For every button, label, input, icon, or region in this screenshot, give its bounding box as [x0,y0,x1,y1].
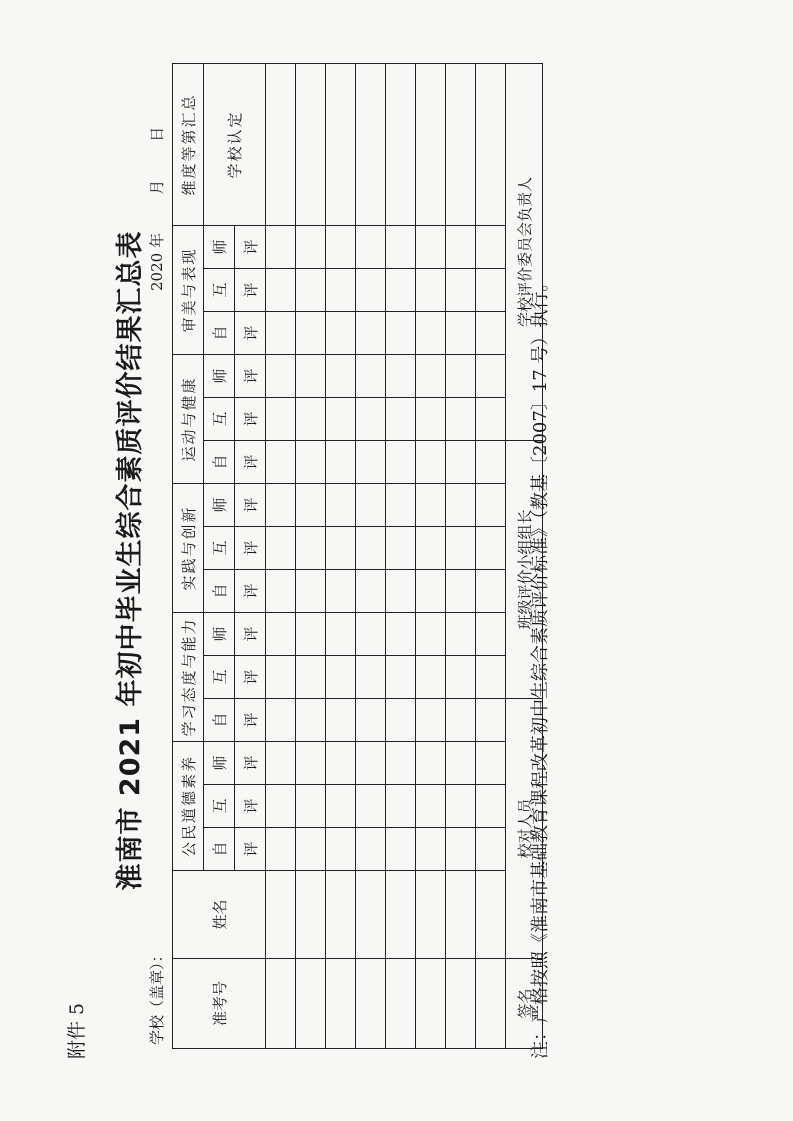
table-cell[interactable] [476,871,506,959]
table-cell[interactable] [416,483,446,526]
table-cell[interactable] [326,741,356,784]
table-row [446,63,476,1048]
table-cell[interactable] [356,698,386,741]
table-row [356,63,386,1048]
table-cell[interactable] [416,526,446,569]
header-sub-evaluator: 互 [204,268,235,311]
school-label: 学校（盖章）： [148,947,166,1045]
table-cell[interactable] [326,871,356,959]
header-sub-evaluator: 师 [204,612,235,655]
class-leader-label: 班级评价小组组长 [506,440,543,698]
table-cell[interactable] [476,397,506,440]
table-cell[interactable] [326,225,356,268]
header-sub-evaluation: 评 [235,785,266,828]
table-cell[interactable] [476,828,506,871]
table-cell[interactable] [296,741,326,784]
table-cell[interactable] [476,354,506,397]
table-cell[interactable] [326,959,356,1049]
table-cell[interactable] [386,698,416,741]
table-cell[interactable] [296,268,326,311]
table-cell[interactable] [266,741,296,784]
table-cell[interactable] [446,354,476,397]
table-cell[interactable] [296,225,326,268]
table-row [266,63,296,1048]
table-cell[interactable] [266,785,296,828]
table-cell[interactable] [326,698,356,741]
table-cell[interactable] [326,483,356,526]
header-sub-evaluator: 自 [204,698,235,741]
table-cell[interactable] [416,741,446,784]
table-cell[interactable] [476,225,506,268]
table-cell[interactable] [296,354,326,397]
table-cell[interactable] [326,397,356,440]
summary-table [172,63,543,1049]
table-cell[interactable] [416,63,446,225]
table-cell[interactable] [386,655,416,698]
table-cell[interactable] [326,526,356,569]
table-cell[interactable] [416,397,446,440]
table-cell[interactable] [356,828,386,871]
table-cell[interactable] [326,655,356,698]
header-sub-evaluator: 自 [204,828,235,871]
table-cell[interactable] [266,959,296,1049]
header-sub-evaluation: 评 [235,698,266,741]
table-cell[interactable] [356,526,386,569]
annex-label: 附件 5 [66,1002,88,1059]
table-cell[interactable] [416,268,446,311]
table-cell[interactable] [416,785,446,828]
header-sub-evaluation: 评 [235,225,266,268]
table-cell[interactable] [386,526,416,569]
table-cell[interactable] [476,785,506,828]
table-cell[interactable] [476,440,506,483]
table-cell[interactable] [416,440,446,483]
table-cell[interactable] [356,268,386,311]
table-cell[interactable] [476,569,506,612]
table-cell[interactable] [386,397,416,440]
table-cell[interactable] [446,268,476,311]
table-cell[interactable] [416,698,446,741]
table-cell[interactable] [356,612,386,655]
table-cell[interactable] [416,871,446,959]
table-cell[interactable] [296,612,326,655]
table-cell[interactable] [326,440,356,483]
table-row [296,63,326,1048]
table-cell[interactable] [446,698,476,741]
table-cell[interactable] [266,526,296,569]
header-sub-evaluator: 互 [204,397,235,440]
table-cell[interactable] [446,785,476,828]
table-cell[interactable] [416,311,446,354]
header-school-decision: 学校认定 [204,63,266,225]
footnote: 注：严格按照《淮南市基础教育课程改革初中生综合素质评价标准》（教基〔2007〕17 号）执行。 [530,273,551,1059]
table-cell[interactable] [476,483,506,526]
table-cell[interactable] [386,225,416,268]
table-cell[interactable] [446,871,476,959]
table-cell[interactable] [266,828,296,871]
header-sub-evaluation: 评 [235,311,266,354]
table-cell[interactable] [356,959,386,1049]
proofreader-label: 校对人员 [506,698,543,958]
header-sub-evaluation: 评 [235,397,266,440]
header-dimension: 公民道德素养 [173,741,204,870]
header-sub-evaluation: 评 [235,741,266,784]
table-cell[interactable] [386,959,416,1049]
table-cell[interactable] [476,698,506,741]
table-cell[interactable] [266,225,296,268]
page-title: 淮南市 2021 年初中毕业生综合素质评价结果汇总表 [115,230,146,891]
table-cell[interactable] [266,397,296,440]
table-cell[interactable] [416,354,446,397]
table-cell[interactable] [266,612,296,655]
table-cell[interactable] [296,526,326,569]
header-sub-evaluation: 评 [235,655,266,698]
sign-label: 签名 [506,959,543,1049]
table-cell[interactable] [416,225,446,268]
table-cell[interactable] [356,569,386,612]
table-cell[interactable] [476,268,506,311]
table-cell[interactable] [446,828,476,871]
table-cell[interactable] [446,959,476,1049]
table-cell[interactable] [296,63,326,225]
table-cell[interactable] [266,871,296,959]
header-sub-evaluation: 评 [235,569,266,612]
table-row [416,63,446,1048]
table-cell[interactable] [386,63,416,225]
table-cell[interactable] [476,959,506,1049]
header-exam-no: 准考号 [173,959,266,1049]
table-cell[interactable] [266,698,296,741]
table-cell[interactable] [416,959,446,1049]
table-cell[interactable] [326,569,356,612]
header-sub-evaluation: 评 [235,828,266,871]
header-dimension: 审美与表现 [173,225,204,354]
table-cell[interactable] [386,354,416,397]
header-sub-evaluator: 师 [204,483,235,526]
table-cell[interactable] [416,655,446,698]
header-sub-evaluation: 评 [235,526,266,569]
table-cell[interactable] [476,311,506,354]
table-cell[interactable] [356,741,386,784]
table-cell[interactable] [446,397,476,440]
table-cell[interactable] [386,741,416,784]
table-cell[interactable] [416,569,446,612]
table-cell[interactable] [446,741,476,784]
table-cell[interactable] [386,569,416,612]
header-sub-evaluator: 师 [204,225,235,268]
table-cell[interactable] [326,311,356,354]
header-sub-evaluator: 互 [204,655,235,698]
table-row [326,63,356,1048]
table-cell[interactable] [446,63,476,225]
table-cell[interactable] [446,483,476,526]
table-cell[interactable] [416,612,446,655]
table-cell[interactable] [446,569,476,612]
table-cell[interactable] [326,612,356,655]
table-cell[interactable] [476,526,506,569]
table-cell[interactable] [296,655,326,698]
table-cell[interactable] [296,483,326,526]
table-cell[interactable] [356,311,386,354]
table-cell[interactable] [386,612,416,655]
table-cell[interactable] [296,959,326,1049]
table-cell[interactable] [266,440,296,483]
table-cell[interactable] [266,569,296,612]
header-sub-evaluator: 师 [204,741,235,784]
table-cell[interactable] [386,828,416,871]
header-sub-evaluator: 自 [204,440,235,483]
table-cell[interactable] [386,440,416,483]
table-cell[interactable] [446,440,476,483]
header-sub-evaluation: 评 [235,440,266,483]
table-cell[interactable] [266,483,296,526]
date-label: 2020 年 月 日 [148,126,166,291]
header-sub-evaluation: 评 [235,354,266,397]
table-cell[interactable] [476,741,506,784]
table-cell[interactable] [356,440,386,483]
table-cell[interactable] [446,655,476,698]
table-cell[interactable] [356,397,386,440]
table-row [386,63,416,1048]
table-cell[interactable] [356,871,386,959]
table-cell[interactable] [296,871,326,959]
table-cell[interactable] [476,63,506,225]
table-cell[interactable] [296,785,326,828]
header-dimension: 实践与创新 [173,483,204,612]
table-cell[interactable] [476,612,506,655]
table-cell[interactable] [356,354,386,397]
table-cell[interactable] [446,225,476,268]
table-cell[interactable] [476,655,506,698]
header-dimension: 学习态度与能力 [173,612,204,741]
header-name: 姓名 [173,871,266,959]
table-cell[interactable] [386,871,416,959]
table-cell[interactable] [296,698,326,741]
header-sub-evaluator: 互 [204,526,235,569]
header-sub-evaluation: 评 [235,268,266,311]
table-cell[interactable] [296,440,326,483]
table-row [476,63,506,1048]
table-cell[interactable] [446,311,476,354]
table-cell[interactable] [266,655,296,698]
table-cell[interactable] [446,526,476,569]
table-cell[interactable] [266,268,296,311]
table-cell[interactable] [326,354,356,397]
table-cell[interactable] [326,268,356,311]
table-cell[interactable] [416,828,446,871]
table-cell[interactable] [296,828,326,871]
table-cell[interactable] [296,311,326,354]
table-cell[interactable] [266,63,296,225]
header-sub-evaluator: 师 [204,354,235,397]
table-cell[interactable] [326,785,356,828]
table-cell[interactable] [386,268,416,311]
table-cell[interactable] [356,655,386,698]
header-summary: 维度等第汇总 [173,63,204,225]
table-cell[interactable] [386,785,416,828]
header-sub-evaluator: 自 [204,569,235,612]
table-cell[interactable] [326,63,356,225]
table-cell[interactable] [356,225,386,268]
table-cell[interactable] [386,483,416,526]
header-sub-evaluator: 互 [204,785,235,828]
table-cell[interactable] [296,397,326,440]
header-sub-evaluation: 评 [235,483,266,526]
table-cell[interactable] [266,311,296,354]
table-cell[interactable] [446,612,476,655]
table-cell[interactable] [326,828,356,871]
committee-head-label: 学校评价委员会负责人 [506,63,543,440]
table-cell[interactable] [356,785,386,828]
header-dimension: 运动与健康 [173,354,204,483]
table-cell[interactable] [266,354,296,397]
table-cell[interactable] [356,63,386,225]
header-sub-evaluator: 自 [204,311,235,354]
table-cell[interactable] [356,483,386,526]
table-cell[interactable] [386,311,416,354]
header-sub-evaluation: 评 [235,612,266,655]
table-cell[interactable] [296,569,326,612]
